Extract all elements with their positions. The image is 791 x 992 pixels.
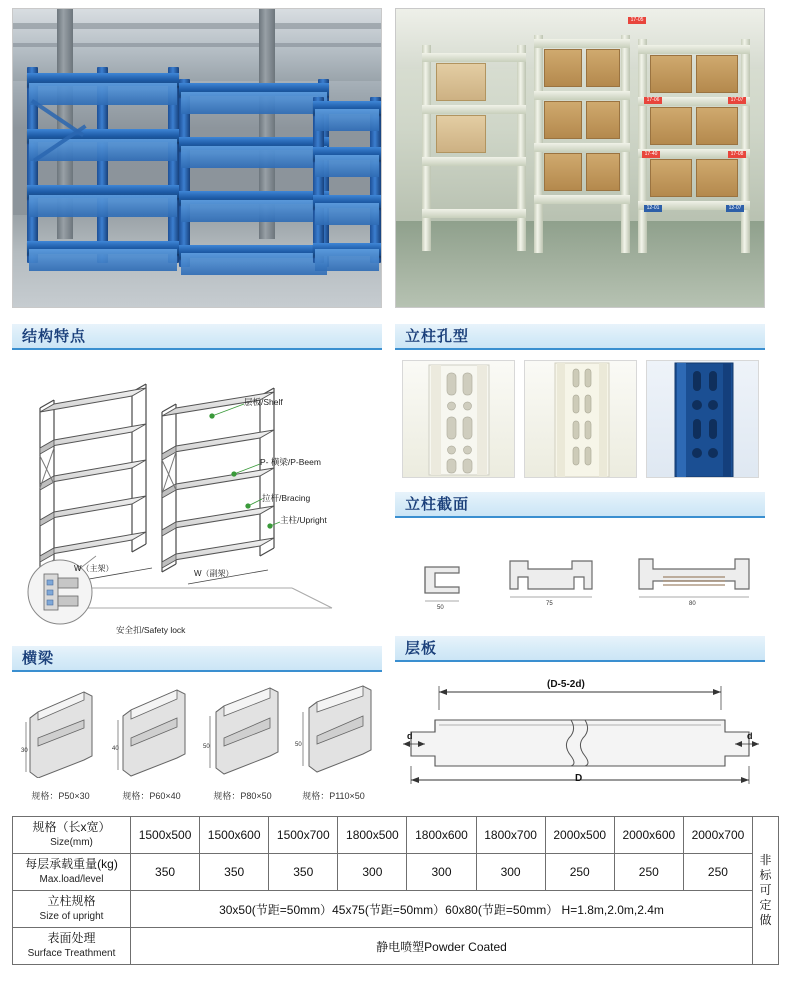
cell-load-4: 300 <box>338 854 407 891</box>
cell-load-5: 300 <box>407 854 476 891</box>
svg-text:80: 80 <box>689 601 696 607</box>
cell-load-2: 350 <box>200 854 269 891</box>
rack-beam <box>422 157 526 166</box>
cell-size-4: 1800x500 <box>338 817 407 854</box>
section-title-hole: 立柱孔型 <box>395 324 765 350</box>
upright-section-50-icon <box>401 545 481 615</box>
rack-shelf-deck <box>181 146 327 168</box>
rack-shelf-deck <box>29 249 177 271</box>
rack-shelf-deck <box>315 109 379 131</box>
rack-location-tag: 12-07 <box>726 205 744 212</box>
panel-bottom-dimension-label: D <box>575 773 583 784</box>
row-header-upright <box>13 891 131 928</box>
carton-box <box>436 63 486 101</box>
side-note-char-4: 定 <box>759 898 772 912</box>
cell-size-6: 1800x700 <box>476 817 545 854</box>
svg-text:50: 50 <box>294 742 302 748</box>
row-header-upright-en: Size of upright <box>39 911 104 922</box>
cell-size-1: 1500x500 <box>131 817 200 854</box>
carton-box <box>586 101 620 139</box>
rack-location-tag: 17-08 <box>728 151 746 158</box>
rack-beam <box>534 195 630 204</box>
callout-shelf: 层板/Shelf <box>244 397 283 407</box>
row-header-size-cn: 规格（长x宽） <box>32 820 111 834</box>
beam-profile-p80-icon <box>202 682 284 778</box>
callout-safety-lock: 安全扣/Safety lock <box>116 625 186 635</box>
section-title-structure: 结构特点 <box>12 324 382 350</box>
rack-location-tag: 17-40 <box>642 151 660 158</box>
carton-box <box>696 107 738 145</box>
beige-racking-photo <box>395 8 765 308</box>
rack-upright <box>422 45 431 251</box>
svg-text:50: 50 <box>436 605 444 611</box>
spec-table <box>12 816 779 965</box>
row-header-surface-cn: 表面处理 <box>47 931 96 945</box>
beam-profile-cell <box>109 682 194 802</box>
rack-shelf-deck <box>29 83 177 105</box>
callout-beam: P- 横梁/P-Beem <box>260 457 321 467</box>
cell-size-3: 1500x700 <box>269 817 338 854</box>
upright-hole-profile-2-icon <box>525 361 637 478</box>
cell-upright-spec: 30x50(节距=50mm）45x75(节距=50mm）60x80(节距=50mm） H=1.8m,2.0m,2.4m <box>131 891 753 928</box>
rack-shelf-deck <box>315 249 379 271</box>
upright-hole-types-row <box>395 360 765 478</box>
cell-load-7: 250 <box>545 854 614 891</box>
table-row-surface <box>13 928 779 965</box>
upright-section-75-icon <box>500 545 610 615</box>
cell-size-5: 1800x600 <box>407 817 476 854</box>
svg-text:30: 30 <box>20 748 28 754</box>
row-header-load-cn: 每层承载重量(kg) <box>25 857 118 871</box>
rack-shelf-deck <box>29 195 177 217</box>
upright-hole-type-2 <box>524 360 637 478</box>
right-column <box>395 324 765 802</box>
left-column <box>12 324 382 802</box>
carton-box <box>586 49 620 87</box>
upright-hole-type-1 <box>402 360 515 478</box>
upright-hole-profile-3-icon <box>647 361 759 478</box>
cell-load-6: 300 <box>476 854 545 891</box>
cell-size-2: 1500x600 <box>200 817 269 854</box>
table-row-upright <box>13 891 779 928</box>
rack-location-tag: 17-06 <box>644 97 662 104</box>
table-row-size <box>13 817 779 854</box>
carton-box <box>544 49 582 87</box>
beam-label: 规格：P80×50 <box>213 791 272 801</box>
row-header-size <box>13 817 131 854</box>
panel-left-dimension-label: d <box>407 731 413 741</box>
dimension-label-main-frame: W（主架） <box>74 564 114 573</box>
rack-shelf-deck <box>181 92 327 114</box>
table-row-load <box>13 854 779 891</box>
rack-shelf-deck <box>181 253 327 275</box>
row-header-upright-cn: 立柱规格 <box>47 894 96 908</box>
beam-profile-cell <box>18 682 103 802</box>
rack-beam <box>534 143 630 152</box>
svg-text:40: 40 <box>111 746 119 752</box>
side-note-char-5: 做 <box>759 913 772 927</box>
blue-racking-photo <box>12 8 382 308</box>
row-header-load-en: Max.load/level <box>39 874 104 885</box>
side-note-cell <box>753 817 779 965</box>
upright-section-80-icon <box>629 545 759 615</box>
carton-box <box>696 55 738 93</box>
rack-beam <box>638 45 750 54</box>
spec-table-wrap <box>0 802 791 975</box>
callout-bracing: 拉杆/Bracing <box>262 493 311 503</box>
upright-hole-profile-1-icon <box>403 361 515 478</box>
cell-load-9: 250 <box>683 854 752 891</box>
callout-upright: 主柱/Upright <box>280 515 327 525</box>
beam-profile-cell <box>291 682 376 802</box>
rack-beam <box>422 209 526 218</box>
rack-bay <box>638 39 750 253</box>
cell-size-8: 2000x600 <box>614 817 683 854</box>
content-columns <box>0 308 791 802</box>
carton-box <box>650 107 692 145</box>
rack-upright <box>517 45 526 251</box>
rack-bay <box>313 97 381 263</box>
carton-box <box>436 115 486 153</box>
beam-profile-p60-icon <box>111 682 193 778</box>
row-header-load <box>13 854 131 891</box>
beam-label: 规格：P60×40 <box>122 791 181 801</box>
row-header-size-en: Size(mm) <box>50 837 93 848</box>
rack-shelf-deck <box>315 155 379 177</box>
upright-section-small <box>401 545 481 620</box>
shelf-panel-drawing <box>395 670 765 797</box>
rack-shelf-deck <box>181 200 327 222</box>
carton-box <box>544 101 582 139</box>
rack-upright <box>741 39 750 253</box>
rack-location-tag: 17-07 <box>728 97 746 104</box>
rack-location-tag: 17-05 <box>628 17 646 24</box>
section-title-panel: 层板 <box>395 636 765 662</box>
rack-bay <box>27 67 179 263</box>
panel-right-dimension-label: d <box>747 731 753 741</box>
beam-profile-cell <box>200 682 285 802</box>
side-note-char-2: 标 <box>759 868 772 882</box>
section-title-profile: 立柱截面 <box>395 492 765 518</box>
row-header-surface-en: Surface Treathment <box>27 948 116 959</box>
svg-text:75: 75 <box>545 601 553 607</box>
cell-load-8: 250 <box>614 854 683 891</box>
rack-bay <box>422 45 526 251</box>
svg-text:50: 50 <box>202 744 210 750</box>
beam-label: 规格：P110×50 <box>302 791 365 801</box>
photo-row <box>0 0 791 308</box>
row-header-surface <box>13 928 131 965</box>
carton-box <box>696 159 738 197</box>
rack-beam <box>422 105 526 114</box>
beam-profile-p50-icon <box>20 682 102 778</box>
rack-beam <box>534 91 630 100</box>
carton-box <box>650 159 692 197</box>
cell-size-9: 2000x700 <box>683 817 752 854</box>
rack-shelf-deck <box>315 203 379 225</box>
upright-hole-type-3 <box>646 360 759 478</box>
beam-label: 规格：P50×30 <box>31 791 90 801</box>
structure-diagram-svg <box>12 356 382 636</box>
beam-profiles-row <box>12 682 382 802</box>
cell-surface-treatment: 静电喷塑Powder Coated <box>131 928 753 965</box>
carton-box <box>586 153 620 191</box>
rack-upright <box>638 39 647 253</box>
upright-section-large <box>629 545 759 620</box>
rack-beam <box>422 53 526 62</box>
rack-bay <box>179 79 329 267</box>
rack-location-tag: 12-01 <box>644 205 662 212</box>
structure-diagram <box>12 356 382 636</box>
cell-load-3: 350 <box>269 854 338 891</box>
dimension-label-add-frame: W（副架） <box>194 569 234 578</box>
carton-box <box>544 153 582 191</box>
rack-beam <box>534 39 630 48</box>
cell-load-1: 350 <box>131 854 200 891</box>
side-note-char-1: 非 <box>759 853 772 867</box>
panel-top-dimension-label: (D-5-2d) <box>547 679 585 690</box>
beam-profile-p110-icon <box>293 682 375 778</box>
side-note-char-3: 可 <box>759 883 772 897</box>
rack-bay <box>534 35 630 253</box>
cell-size-7: 2000x500 <box>545 817 614 854</box>
section-title-beam: 横梁 <box>12 646 382 672</box>
upright-sections-row <box>395 530 765 620</box>
carton-box <box>650 55 692 93</box>
upright-section-medium <box>500 545 610 620</box>
